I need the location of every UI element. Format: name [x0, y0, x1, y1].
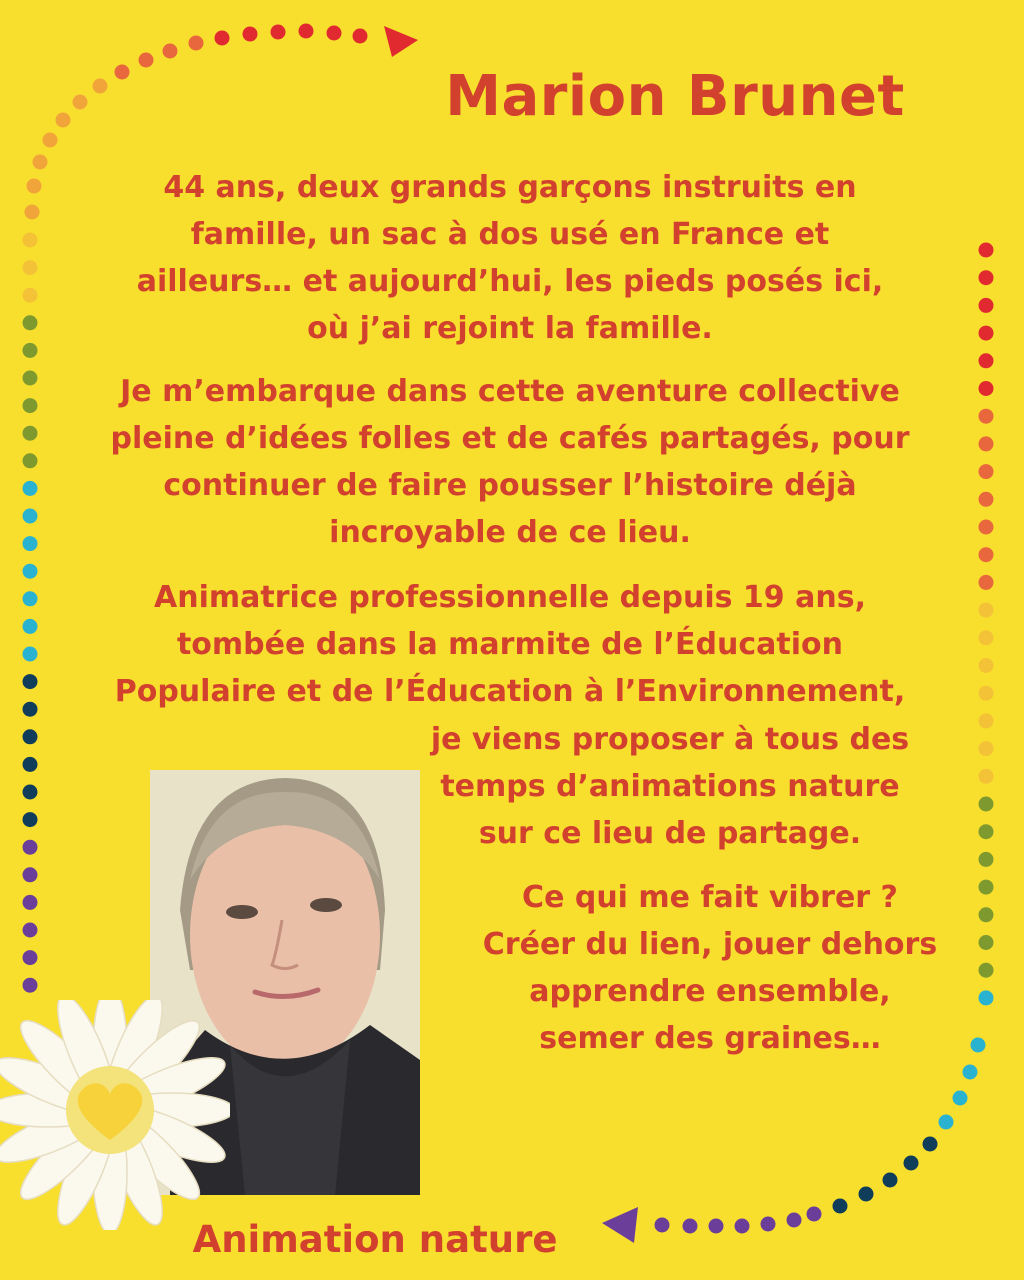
text-line: tombée dans la marmite de l’Éducation	[176, 627, 844, 662]
frame-dot	[115, 65, 130, 80]
frame-dot	[979, 298, 994, 313]
frame-dot	[904, 1156, 919, 1171]
vibes-paragraph	[420, 874, 1000, 1062]
daisy-flower-icon	[0, 1000, 230, 1230]
right-arrow-icon	[384, 26, 418, 57]
frame-dot	[979, 797, 994, 812]
frame-dot	[23, 233, 38, 248]
frame-dot	[43, 133, 58, 148]
text-line: Populaire et de l’Éducation à l’Environnement,	[114, 674, 906, 709]
text-line: 44 ans, deux grands garçons instruits en	[163, 170, 857, 205]
text-line: apprendre ensemble,	[529, 974, 891, 1009]
frame-dot	[761, 1217, 776, 1232]
frame-dot	[23, 895, 38, 910]
frame-dot	[979, 658, 994, 673]
frame-dot	[683, 1219, 698, 1234]
frame-dot	[189, 36, 204, 51]
frame-dot	[833, 1199, 848, 1214]
frame-dot	[859, 1187, 874, 1202]
frame-dot	[963, 1065, 978, 1080]
frame-dot	[23, 840, 38, 855]
frame-dot	[979, 270, 994, 285]
text-line: Je m’embarque dans cette aventure collective	[120, 374, 900, 409]
page-title: Marion Brunet	[445, 64, 905, 129]
footer-label: Animation nature	[192, 1218, 558, 1261]
frame-dot	[735, 1219, 750, 1234]
frame-dot	[979, 353, 994, 368]
frame-dot	[979, 852, 994, 867]
frame-dot	[23, 260, 38, 275]
frame-dot	[979, 243, 994, 258]
frame-dot	[33, 155, 48, 170]
text-line: incroyable de ce lieu.	[329, 515, 691, 550]
frame-dot	[23, 674, 38, 689]
adventure-paragraph	[30, 368, 990, 556]
frame-dot	[23, 785, 38, 800]
frame-dot	[979, 769, 994, 784]
text-line: Ce qui me fait vibrer ?	[522, 880, 898, 915]
frame-dot	[23, 950, 38, 965]
left-arrow-icon	[602, 1207, 638, 1243]
frame-dot	[23, 923, 38, 938]
text-line: temps d’animations nature	[440, 769, 900, 804]
frame-dot	[979, 326, 994, 341]
frame-dot	[327, 26, 342, 41]
frame-dot	[215, 31, 230, 46]
frame-dot	[953, 1091, 968, 1106]
text-line: où j’ai rejoint la famille.	[307, 311, 713, 346]
frame-dot	[979, 713, 994, 728]
frame-dot	[23, 978, 38, 993]
frame-dot	[979, 824, 994, 839]
frame-dot	[23, 702, 38, 717]
frame-dot	[979, 686, 994, 701]
text-line: continuer de faire pousser l’histoire déjà	[163, 468, 857, 503]
frame-dot	[939, 1115, 954, 1130]
frame-dot	[787, 1213, 802, 1228]
text-line: pleine d’idées folles et de cafés partagés, pour	[110, 421, 910, 456]
frame-dot	[23, 343, 38, 358]
frame-dot	[979, 630, 994, 645]
frame-dot	[807, 1207, 822, 1222]
text-line: Animatrice professionnelle depuis 19 ans,	[154, 580, 866, 615]
frame-dot	[299, 24, 314, 39]
frame-dot	[93, 79, 108, 94]
frame-dot	[883, 1173, 898, 1188]
frame-dot	[979, 741, 994, 756]
frame-dot	[23, 729, 38, 744]
frame-dot	[979, 575, 994, 590]
profession-paragraph	[50, 574, 970, 715]
text-line: ailleurs… et aujourd’hui, les pieds posés ici,	[136, 264, 884, 299]
text-line: Créer du lien, jouer dehors	[482, 927, 938, 962]
frame-dot	[709, 1219, 724, 1234]
frame-dot	[23, 315, 38, 330]
frame-dot	[23, 867, 38, 882]
frame-dot	[163, 44, 178, 59]
frame-dot	[923, 1137, 938, 1152]
frame-dot	[23, 288, 38, 303]
text-line: famille, un sac à dos usé en France et	[190, 217, 830, 252]
frame-dot	[243, 27, 258, 42]
frame-dot	[23, 812, 38, 827]
frame-dot	[23, 564, 38, 579]
frame-dot	[23, 591, 38, 606]
text-line: je viens proposer à tous des	[430, 722, 910, 757]
frame-dot	[23, 757, 38, 772]
frame-dot	[73, 95, 88, 110]
frame-dot	[271, 25, 286, 40]
frame-dot	[979, 603, 994, 618]
frame-dot	[25, 205, 40, 220]
text-line: sur ce lieu de partage.	[478, 816, 862, 851]
frame-dot	[56, 113, 71, 128]
profession-paragraph-continued	[360, 716, 980, 857]
text-line: semer des graines…	[539, 1021, 881, 1056]
frame-dot	[27, 179, 42, 194]
frame-dot	[139, 53, 154, 68]
frame-dot	[353, 29, 368, 44]
frame-dot	[655, 1218, 670, 1233]
frame-dot	[23, 647, 38, 662]
frame-dot	[23, 619, 38, 634]
intro-paragraph	[50, 164, 970, 352]
